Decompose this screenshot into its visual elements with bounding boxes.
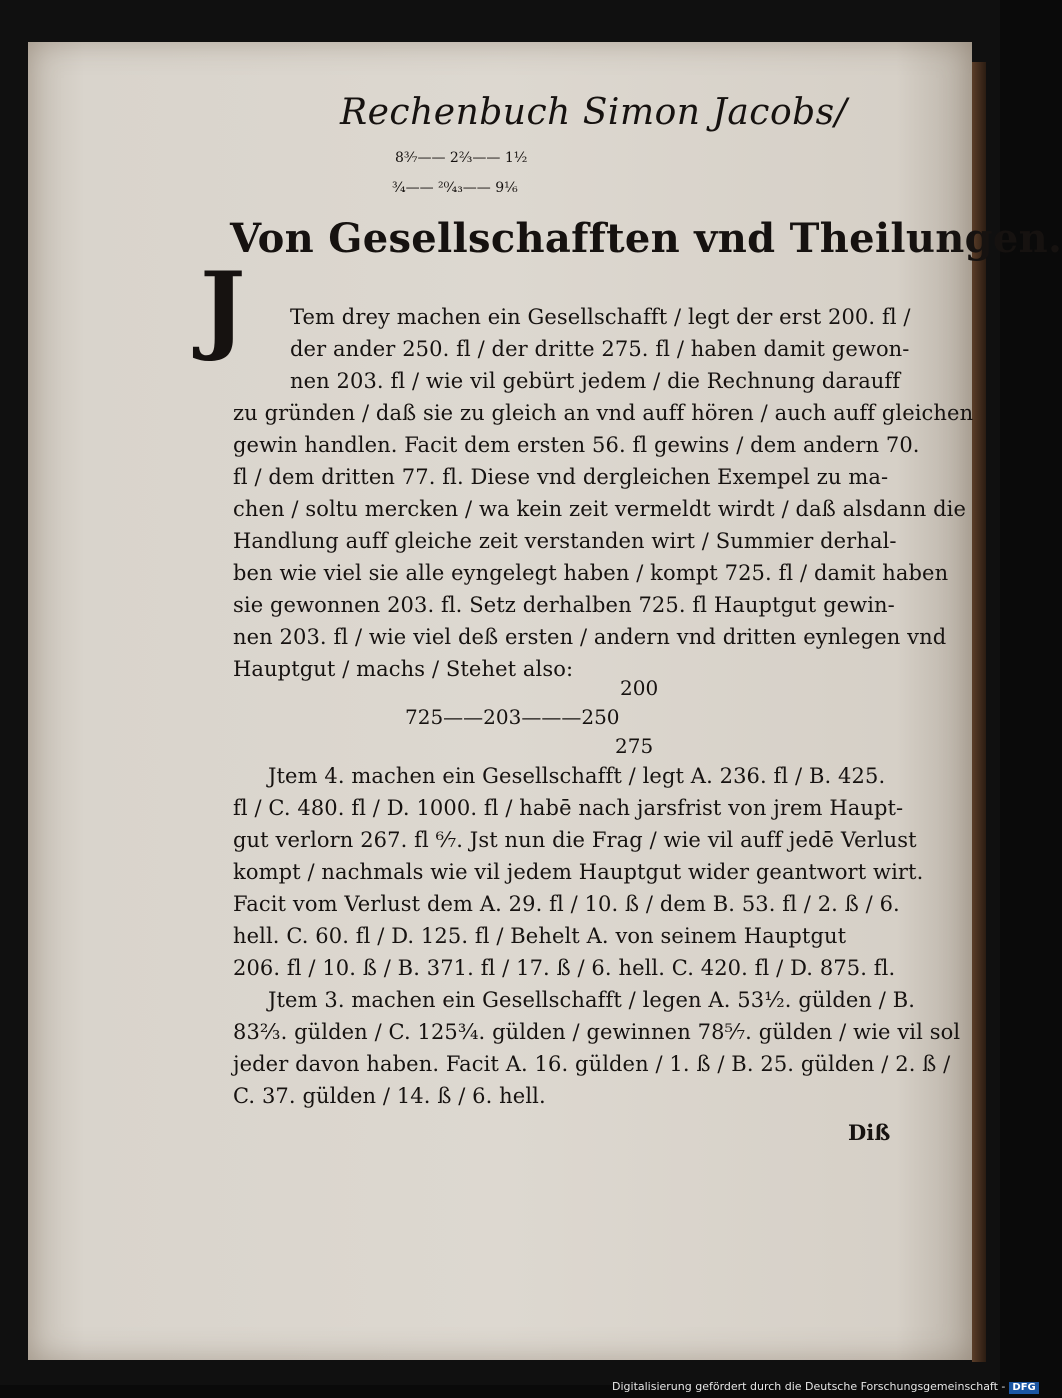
- paragraph-3-line-1: Jtem 3. machen ein Gesellschafft / legen A. 53¹⁄₂. gülden / B.: [268, 988, 916, 1012]
- paragraph-1-line-12: Hauptgut / machs / Stehet also:: [233, 657, 574, 681]
- paragraph-1-line-10: sie gewonnen 203. fl. Setz derhalben 725. fl Hauptgut gewin-: [233, 593, 895, 617]
- paragraph-1-line-7: chen / soltu mercken / wa kein zeit vermeldt wirdt / daß alsdann die: [233, 497, 966, 521]
- paragraph-2-line-2: fl / C. 480. fl / D. 1000. fl / habē nach jarsfrist von jrem Haupt-: [233, 796, 904, 820]
- paragraph-1-line-6: fl / dem dritten 77. fl. Diese vnd dergleichen Exempel zu ma-: [233, 465, 889, 489]
- paragraph-1-line-4: zu gründen / daß sie zu gleich an vnd auff hören / auch auff gleichen: [233, 401, 974, 425]
- running-head: Rechenbuch Simon Jacobs/: [340, 92, 848, 133]
- paragraph-1-line-3: nen 203. fl / wie vil gebürt jedem / die Rechnung darauff: [290, 369, 901, 393]
- paragraph-3-line-3: jeder davon haben. Facit A. 16. gülden / 1. ß / B. 25. gülden / 2. ß /: [233, 1052, 951, 1076]
- catchword: Diß: [848, 1120, 891, 1145]
- scheme-top: 200: [620, 676, 659, 700]
- paragraph-2-line-6: hell. C. 60. fl / D. 125. fl / Behelt A. von seinem Hauptgut: [233, 924, 847, 948]
- paragraph-1-line-11: nen 203. fl / wie viel deß ersten / andern vnd dritten eynlegen vnd: [233, 625, 947, 649]
- paragraph-2-line-5: Facit vom Verlust dem A. 29. fl / 10. ß / dem B. 53. fl / 2. ß / 6.: [233, 892, 900, 916]
- paragraph-2-line-4: kompt / nachmals wie vil jedem Hauptgut wider geantwort wirt.: [233, 860, 924, 884]
- proportion-row-1: 8³⁄₇—— 2²⁄₃—— 1¹⁄₂: [395, 150, 528, 166]
- dfg-logo: DFG: [1009, 1382, 1038, 1394]
- paragraph-2-line-7: 206. fl / 10. ß / B. 371. fl / 17. ß / 6. hell. C. 420. fl / D. 875. fl.: [233, 956, 896, 980]
- paragraph-3-line-2: 83²⁄₃. gülden / C. 125³⁄₄. gülden / gewinnen 78⁵⁄₇. gülden / wie vil sol: [233, 1020, 961, 1044]
- paragraph-3-line-4: C. 37. gülden / 14. ß / 6. hell.: [233, 1084, 546, 1108]
- paragraph-1-line-9: ben wie viel sie alle eyngelegt haben / kompt 725. fl / damit haben: [233, 561, 949, 585]
- section-heading: Von Gesellschafften vnd Theilungen.: [230, 215, 1062, 262]
- proportion-row-2: ³⁄₄—— ²⁰⁄₄₃—— 9¹⁄₆: [392, 180, 518, 196]
- drop-cap: J: [200, 251, 246, 364]
- scheme-middle: 725——203———250: [405, 705, 620, 729]
- footer-text: Digitalisierung gefördert durch die Deutsche Forschungsgemeinschaft -: [612, 1380, 1006, 1393]
- paragraph-1-line-1: Tem drey machen ein Gesellschafft / legt der erst 200. fl /: [290, 305, 911, 329]
- digitization-footer: [612, 1380, 1039, 1394]
- paragraph-1-line-8: Handlung auff gleiche zeit verstanden wirt / Summier derhal-: [233, 529, 897, 553]
- paragraph-2-line-1: Jtem 4. machen ein Gesellschafft / legt A. 236. fl / B. 425.: [268, 764, 886, 788]
- paragraph-1-line-2: der ander 250. fl / der dritte 275. fl / haben damit gewon-: [290, 337, 910, 361]
- paragraph-2-line-3: gut verlorn 267. fl ⁶⁄₇. Jst nun die Frag / wie vil auff jedē Verlust: [233, 828, 917, 852]
- scheme-bottom: 275: [615, 734, 654, 758]
- paragraph-1-line-5: gewin handlen. Facit dem ersten 56. fl gewins / dem andern 70.: [233, 433, 920, 457]
